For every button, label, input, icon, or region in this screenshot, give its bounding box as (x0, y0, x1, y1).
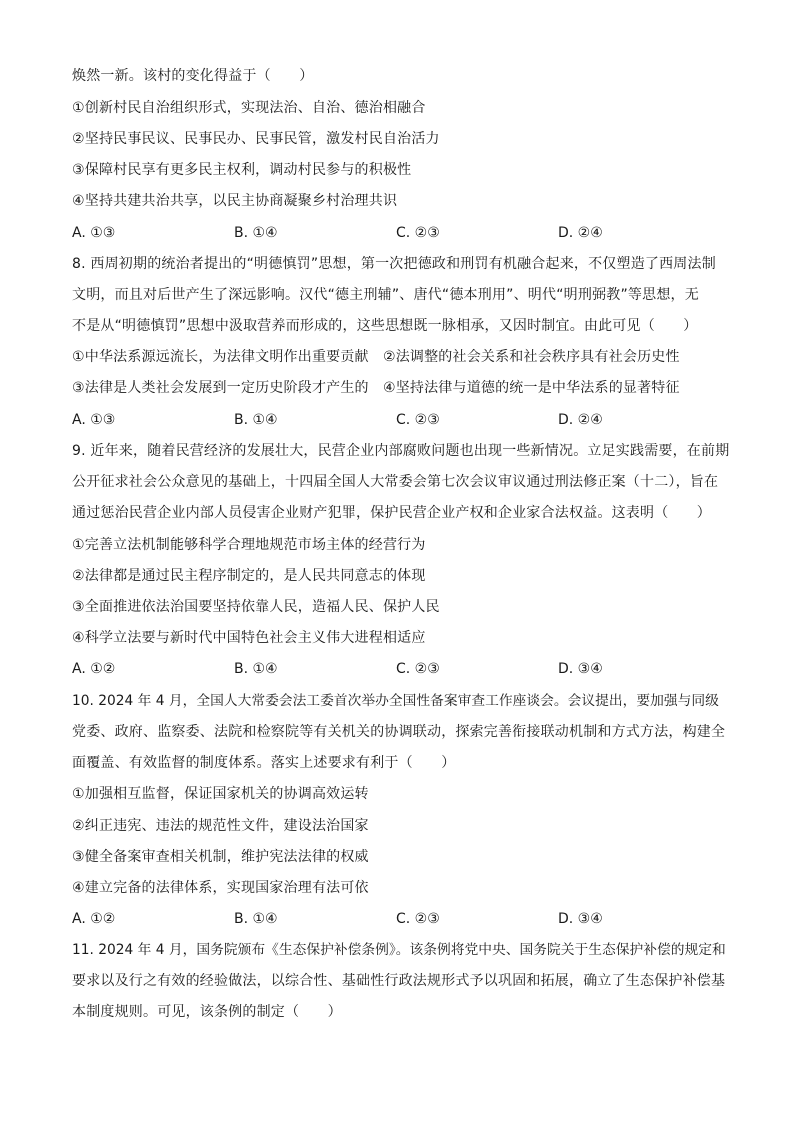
q8-stem-line-3: 不是从“明德慎罚”思想中汲取营养而形成的，这些思想既一脉相承，又因时制宜。由此可见（ ） (72, 318, 698, 334)
q9-option-a: A. ①② (72, 661, 116, 677)
q9-stem-line-1: 9. 近年来，随着民营经济的发展壮大，民营企业内部腐败问题也出现一些新情况。立足实践需要，在前期 (72, 443, 730, 459)
q10-option-c: C. ②③ (396, 911, 440, 927)
q11-stem-line-3: 本制度规则。可见，该条例的制定（ ） (72, 1004, 342, 1020)
q8-option-b: B. ①④ (234, 412, 278, 428)
q7-statement-1: ①创新村民自治组织形式，实现法治、自治、德治相融合 (72, 100, 426, 116)
q11-stem-line-1: 11. 2024 年 4 月，国务院颁布《生态保护补偿条例》。该条例将党中央、国务院关于生态保护补偿的规定和 (72, 942, 726, 958)
q11-stem-line-2: 要求以及行之有效的经验做法，以综合性、基础性行政法规形式予以巩固和拓展，确立了生态保护补偿基 (72, 973, 726, 989)
q10-statement-1: ①加强相互监督，保证国家机关的协调高效运转 (72, 786, 369, 802)
q10-stem-line-1: 10. 2024 年 4 月，全国人大常委会法工委首次举办全国性备案审查工作座谈会。会议提出，要加强与同级 (72, 693, 719, 709)
q8-stem-line-1: 8. 西周初期的统治者提出的“明德慎罚”思想，第一次把德政和刑罚有机融合起来，不仅塑造了西周法制 (72, 256, 716, 272)
q7-option-c: C. ②③ (396, 225, 440, 241)
q10-stem-line-3: 面覆盖、有效监督的制度体系。落实上述要求有利于（ ） (72, 755, 456, 771)
q10-statement-4: ④建立完备的法律体系，实现国家治理有法可依 (72, 880, 369, 896)
q8-statements-1-2: ①中华法系源远流长，为法律文明作出重要贡献 ②法调整的社会关系和社会秩序具有社会历史性 (72, 349, 680, 365)
q9-statement-4: ④科学立法要与新时代中国特色社会主义伟大进程相适应 (72, 630, 426, 646)
q10-option-b: B. ①④ (234, 911, 278, 927)
q10-option-a: A. ①② (72, 911, 116, 927)
q10-option-d: D. ③④ (558, 911, 603, 927)
q9-statement-3: ③全面推进依法治国要坚持依靠人民，造福人民、保护人民 (72, 599, 440, 615)
q10-stem-line-2: 党委、政府、监察委、法院和检察院等有关机关的协调联动，探索完善衔接联动机制和方式方法，构建全 (72, 724, 726, 740)
q8-stem-line-2: 文明，而且对后世产生了深远影响。汉代“德主刑辅”、唐代“德本刑用”、明代“明刑弼教”等思想，无 (72, 287, 699, 303)
q8-option-d: D. ②④ (558, 412, 603, 428)
q7-option-d: D. ②④ (558, 225, 603, 241)
q8-option-a: A. ①③ (72, 412, 116, 428)
q8-statements-3-4: ③法律是人类社会发展到一定历史阶段才产生的 ④坚持法律与道德的统一是中华法系的显著特征 (72, 380, 680, 396)
q10-statement-2: ②纠正违宪、违法的规范性文件，建设法治国家 (72, 818, 369, 834)
q7-option-b: B. ①④ (234, 225, 278, 241)
q9-statement-2: ②法律都是通过民主程序制定的，是人民共同意志的体现 (72, 568, 426, 584)
q9-statement-1: ①完善立法机制能够科学合理地规范市场主体的经营行为 (72, 537, 426, 553)
q10-statement-3: ③健全备案审查相关机制，维护宪法法律的权威 (72, 849, 369, 865)
q7-stem: 焕然一新。该村的变化得益于（ ） (72, 68, 314, 84)
q9-stem-line-3: 通过惩治民营企业内部人员侵害企业财产犯罪，保护民营企业产权和企业家合法权益。这表明（ ） (72, 505, 711, 521)
q9-option-c: C. ②③ (396, 661, 440, 677)
q7-statement-3: ③保障村民享有更多民主权利，调动村民参与的积极性 (72, 162, 412, 178)
q9-option-d: D. ③④ (558, 661, 603, 677)
q9-stem-line-2: 公开征求社会公众意见的基础上，十四届全国人大常委会第七次会议审议通过刑法修正案（十二），旨在 (72, 474, 719, 490)
q7-statement-2: ②坚持民事民议、民事民办、民事民管，激发村民自治活力 (72, 131, 440, 147)
q7-option-a: A. ①③ (72, 225, 116, 241)
q7-statement-4: ④坚持共建共治共享，以民主协商凝聚乡村治理共识 (72, 193, 398, 209)
q8-option-c: C. ②③ (396, 412, 440, 428)
q9-option-b: B. ①④ (234, 661, 278, 677)
